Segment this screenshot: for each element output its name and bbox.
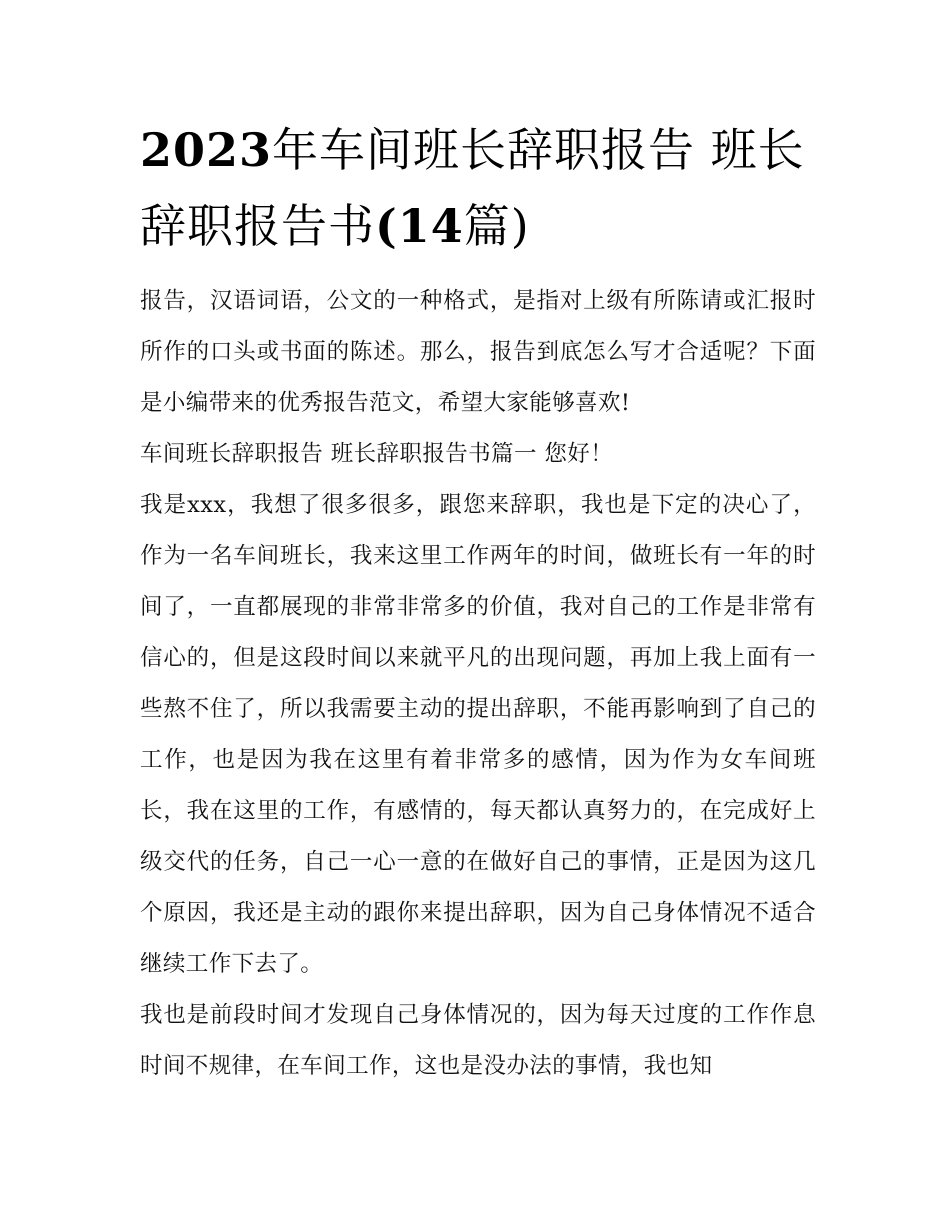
document-title [140, 112, 820, 264]
paragraph-continued: 我也是前段时间才发现自己身体情况的，因为每天过度的工作作息时间不规律，在车间工作，这也是没办法的事情，我也知 [140, 1002, 816, 1079]
paragraph-intro: 报告，汉语词语，公文的一种格式，是指对上级有所陈请或汇报时所作的口头或书面的陈述。那么，报告到底怎么写才合适呢？下面是小编带来的优秀报告范文，希望大家能够喜欢! [140, 288, 816, 416]
title-main: 年车间班长辞职报告 班长辞职报告书 [140, 123, 805, 253]
title-count: (14 [375, 199, 464, 253]
title-year: 2023 [140, 123, 273, 177]
document-body [140, 276, 816, 1092]
paragraph-main: 我是xxx，我想了很多很多，跟您来辞职，我也是下定的决心了，作为一名车间班长，我来这里工作两年的时间，做班长有一年的时间了，一直都展现的非常非常多的价值，我对自己的工作是非常有信心的，但是这段时间以来就平凡的出现问题，再加上我上面有一些熬不住了，所以我需要主动的提出辞职，不能再影响到了自己的工作，也是因为我在这里有着非常多的感情，因为作为女车间班长，我在这里的工作，有感情的，每天都认真努力的，在完成好上级交代的任务，自己一心一意的在做好自己的事情，正是因为这几个原因，我还是主动的跟你来提出辞职，因为自己身体情况不适合继续工作下去了。 [140, 492, 816, 977]
paragraph-heading: 车间班长辞职报告 班长辞职报告书篇一 您好！ [140, 441, 614, 467]
title-suffix: 篇) [463, 199, 530, 253]
